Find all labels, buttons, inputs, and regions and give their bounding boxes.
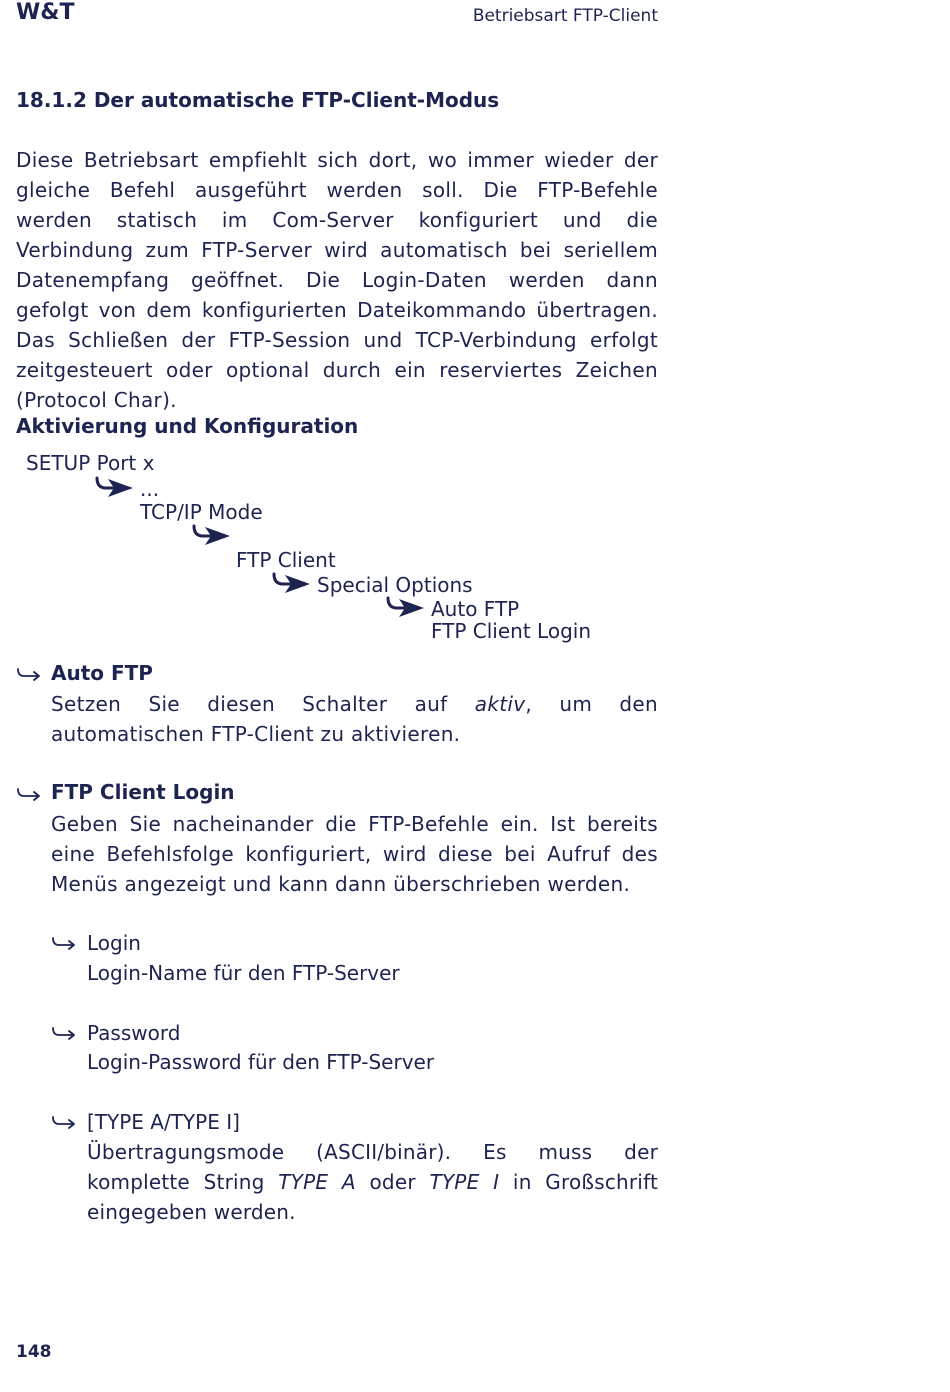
type-text-1: Übertragungsmode (ASCII/binär). Es muss der komplette String (87, 1140, 658, 1194)
item-title-auto-ftp: Auto FTP (51, 661, 153, 685)
hook-right-arrow-icon (16, 787, 42, 801)
hook-arrow-icon (385, 596, 425, 618)
item-text-auto-ftp (51, 689, 658, 749)
page-number: 148 (16, 1342, 52, 1362)
menu-setup-port: SETUP Port x (26, 451, 155, 475)
type-text-3: in Großschrift eingegeben werden. (87, 1170, 658, 1224)
section-title: 18.1.2 Der automatische FTP-Client-Modus (16, 88, 500, 112)
subitem-text-password: Login-Password für den FTP-Server (87, 1050, 435, 1074)
hook-arrow-icon (191, 524, 231, 546)
subitem-title-type: [TYPE A/TYPE I] (87, 1110, 240, 1134)
subitem-title-login: Login (87, 931, 141, 955)
menu-tcpip-mode: TCP/IP Mode (140, 500, 263, 524)
item-text-ftp-client-login: Geben Sie nacheinander die FTP-Befehle ein. Ist bereits eine Befehlsfolge konfiguriert, wird diese bei Aufruf des Menüs angezeigt und kann dann überschrieben werden. (51, 812, 658, 896)
menu-ftp-client-login: FTP Client Login (431, 619, 591, 643)
type-text-2: oder (355, 1170, 430, 1194)
auto-ftp-text-before: Setzen Sie diesen Schalter auf (51, 692, 475, 716)
intro-paragraph: Diese Betriebsart empfiehlt sich dort, wo immer wieder der gleiche Befehl ausgeführt werden soll. Die FTP-Befehle werden statisch im Com-Server konfiguriert und die Verbindung zum FTP-Server wird automatisch bei seriellem Datenempfang geöffnet. Die Login-Daten werden dann gefolgt von dem konfigurierten Dateikommando übertragen. Das Schließen der FTP-Session und TCP-Verbindung erfolgt zeitgesteuert oder optional durch ein reserviertes Zeichen (Protocol Char). (16, 148, 658, 412)
menu-auto-ftp: Auto FTP (431, 597, 520, 621)
subitem-title-password: Password (87, 1021, 181, 1045)
hook-right-arrow-icon (16, 667, 42, 681)
hook-arrow-icon (94, 476, 134, 498)
item-title-ftp-client-login: FTP Client Login (51, 780, 235, 804)
auto-ftp-text-em: aktiv (474, 692, 526, 716)
auto-ftp-text-after: , um den automatischen FTP-Client zu aktivieren. (51, 692, 658, 746)
brand-logo: W&T (16, 0, 75, 25)
subitem-text-type (87, 1137, 658, 1227)
type-em-1: TYPE A (278, 1170, 356, 1194)
subitem-text-login: Login-Name für den FTP-Server (87, 961, 400, 985)
type-em-2: TYPE I (429, 1170, 500, 1194)
hook-right-arrow-icon (51, 936, 77, 950)
menu-ftp-client: FTP Client (236, 548, 336, 572)
running-header: Betriebsart FTP-Client (472, 6, 658, 26)
hook-right-arrow-icon (51, 1026, 77, 1040)
menu-special-options: Special Options (317, 573, 473, 597)
hook-arrow-icon (271, 572, 311, 594)
hook-right-arrow-icon (51, 1115, 77, 1129)
menu-ellipsis: ... (140, 477, 160, 501)
activation-heading: Aktivierung und Konfiguration (16, 414, 359, 438)
